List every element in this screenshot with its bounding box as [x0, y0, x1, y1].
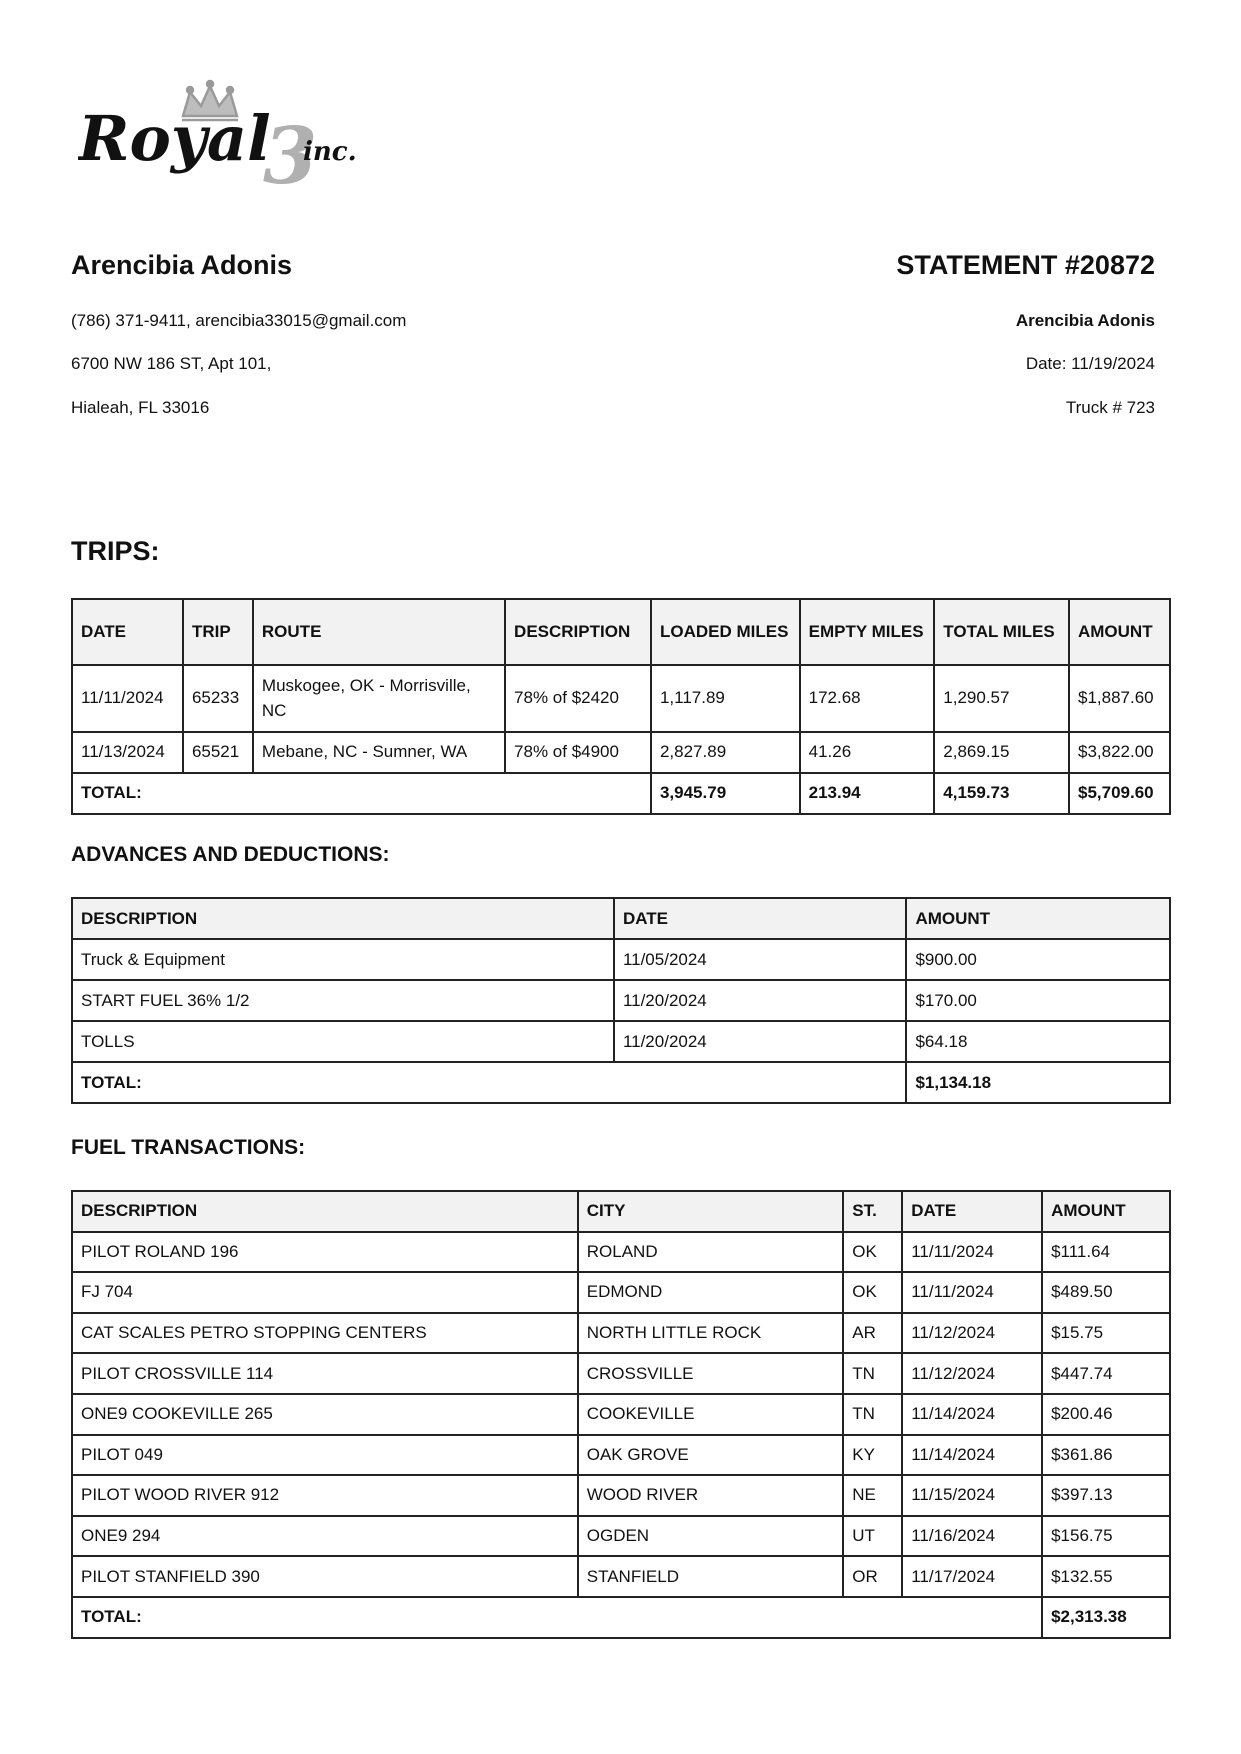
cell-date: 11/05/2024 — [614, 939, 907, 980]
customer-name: Arencibia Adonis — [71, 250, 293, 280]
fuel-table — [71, 1190, 1171, 1639]
cell-description: FJ 704 — [72, 1272, 578, 1313]
trips-title: TRIPS: — [71, 536, 160, 566]
cell-amount: $200.46 — [1042, 1394, 1170, 1435]
cell-amount: $489.50 — [1042, 1272, 1170, 1313]
cell-description: 78% of $4900 — [505, 732, 651, 773]
table-header-row — [72, 1191, 1170, 1232]
cell-date: 11/13/2024 — [72, 732, 183, 773]
cell-state: TN — [843, 1353, 902, 1394]
cell-amount: $170.00 — [906, 980, 1170, 1021]
company-logo — [78, 78, 378, 193]
cell-description: PILOT ROLAND 196 — [72, 1232, 578, 1273]
cell-amount: $111.64 — [1042, 1232, 1170, 1273]
column-header: DESCRIPTION — [72, 1191, 578, 1232]
cell-amount: $132.55 — [1042, 1556, 1170, 1597]
cell-description: 78% of $2420 — [505, 665, 651, 732]
cell-description: Truck & Equipment — [72, 939, 614, 980]
total-row — [72, 773, 1170, 814]
cell-loaded-miles: 2,827.89 — [651, 732, 800, 773]
total-empty-miles: 213.94 — [800, 773, 935, 814]
cell-city: WOOD RIVER — [578, 1475, 844, 1516]
cell-city: ROLAND — [578, 1232, 844, 1273]
column-header: LOADED MILES — [651, 599, 800, 665]
cell-total-miles: 2,869.15 — [934, 732, 1069, 773]
logo-numeral: 3 — [263, 111, 318, 193]
table-row — [72, 1475, 1170, 1516]
cell-date: 11/20/2024 — [614, 980, 907, 1021]
advances-title: ADVANCES AND DEDUCTIONS: — [71, 843, 390, 866]
column-header: CITY — [578, 1191, 844, 1232]
statement-date: Date: 11/19/2024 — [1025, 354, 1155, 373]
cell-description: ONE9 294 — [72, 1516, 578, 1557]
cell-description: START FUEL 36% 1/2 — [72, 980, 614, 1021]
cell-trip: 65521 — [183, 732, 253, 773]
cell-city: OGDEN — [578, 1516, 844, 1557]
cell-total-miles: 1,290.57 — [934, 665, 1069, 732]
column-header: DATE — [72, 599, 183, 665]
total-miles: 4,159.73 — [934, 773, 1069, 814]
cell-description: PILOT CROSSVILLE 114 — [72, 1353, 578, 1394]
cell-amount: $156.75 — [1042, 1516, 1170, 1557]
total-amount: $1,134.18 — [906, 1062, 1170, 1103]
cell-city: NORTH LITTLE ROCK — [578, 1313, 844, 1354]
address-line-2: Hialeah, FL 33016 — [71, 398, 210, 417]
cell-date: 11/16/2024 — [902, 1516, 1042, 1557]
cell-description: PILOT WOOD RIVER 912 — [72, 1475, 578, 1516]
table-row — [72, 1435, 1170, 1476]
cell-date: 11/20/2024 — [614, 1021, 907, 1062]
logo-suffix: inc. — [303, 137, 357, 167]
table-row — [72, 732, 1170, 773]
column-header: DESCRIPTION — [72, 898, 614, 939]
cell-state: KY — [843, 1435, 902, 1476]
cell-amount: $64.18 — [906, 1021, 1170, 1062]
table-row — [72, 939, 1170, 980]
cell-amount: $3,822.00 — [1069, 732, 1170, 773]
cell-state: OK — [843, 1232, 902, 1273]
statement-title: STATEMENT #20872 — [896, 250, 1155, 280]
address-line-1: 6700 NW 186 ST, Apt 101, — [71, 354, 272, 373]
cell-amount: $361.86 — [1042, 1435, 1170, 1476]
cell-state: OR — [843, 1556, 902, 1597]
contact-info: (786) 371-9411, arencibia33015@gmail.com — [71, 311, 407, 330]
total-row — [72, 1597, 1170, 1638]
column-header: AMOUNT — [1069, 599, 1170, 665]
cell-state: NE — [843, 1475, 902, 1516]
column-header: AMOUNT — [1042, 1191, 1170, 1232]
table-row — [72, 1232, 1170, 1273]
table-row — [72, 665, 1170, 732]
cell-date: 11/14/2024 — [902, 1435, 1042, 1476]
cell-date: 11/11/2024 — [902, 1232, 1042, 1273]
table-header-row — [72, 599, 1170, 665]
cell-description: PILOT 049 — [72, 1435, 578, 1476]
cell-state: UT — [843, 1516, 902, 1557]
advances-table — [71, 897, 1171, 1104]
table-row — [72, 1021, 1170, 1062]
table-row — [72, 1313, 1170, 1354]
cell-city: OAK GROVE — [578, 1435, 844, 1476]
table-row — [72, 1556, 1170, 1597]
column-header: AMOUNT — [906, 898, 1170, 939]
cell-empty-miles: 41.26 — [800, 732, 935, 773]
cell-state: TN — [843, 1394, 902, 1435]
cell-amount: $397.13 — [1042, 1475, 1170, 1516]
total-loaded-miles: 3,945.79 — [651, 773, 800, 814]
cell-description: ONE9 COOKEVILLE 265 — [72, 1394, 578, 1435]
cell-date: 11/11/2024 — [902, 1272, 1042, 1313]
statement-name: Arencibia Adonis — [1015, 311, 1155, 330]
cell-city: STANFIELD — [578, 1556, 844, 1597]
cell-city: COOKEVILLE — [578, 1394, 844, 1435]
total-row — [72, 1062, 1170, 1103]
cell-date: 11/12/2024 — [902, 1353, 1042, 1394]
cell-state: AR — [843, 1313, 902, 1354]
total-label: TOTAL: — [72, 773, 651, 814]
table-row — [72, 1516, 1170, 1557]
total-amount: $5,709.60 — [1069, 773, 1170, 814]
column-header: ST. — [843, 1191, 902, 1232]
cell-amount: $900.00 — [906, 939, 1170, 980]
cell-date: 11/12/2024 — [902, 1313, 1042, 1354]
table-header-row — [72, 898, 1170, 939]
cell-route: Mebane, NC - Sumner, WA — [253, 732, 505, 773]
cell-description: TOLLS — [72, 1021, 614, 1062]
cell-state: OK — [843, 1272, 902, 1313]
cell-amount: $1,887.60 — [1069, 665, 1170, 732]
cell-trip: 65233 — [183, 665, 253, 732]
cell-empty-miles: 172.68 — [800, 665, 935, 732]
cell-city: CROSSVILLE — [578, 1353, 844, 1394]
trips-table — [71, 598, 1171, 815]
table-row — [72, 1272, 1170, 1313]
column-header: TRIP — [183, 599, 253, 665]
logo-royal-text: Royal — [78, 102, 271, 175]
cell-date: 11/15/2024 — [902, 1475, 1042, 1516]
royal3-logo-graphic — [78, 78, 378, 193]
total-amount: $2,313.38 — [1042, 1597, 1170, 1638]
cell-loaded-miles: 1,117.89 — [651, 665, 800, 732]
cell-route: Muskogee, OK - Morrisville, NC — [253, 665, 505, 732]
table-row — [72, 1394, 1170, 1435]
cell-date: 11/14/2024 — [902, 1394, 1042, 1435]
cell-date: 11/11/2024 — [72, 665, 183, 732]
column-header: DESCRIPTION — [505, 599, 651, 665]
column-header: EMPTY MILES — [800, 599, 935, 665]
column-header: TOTAL MILES — [934, 599, 1069, 665]
column-header: ROUTE — [253, 599, 505, 665]
column-header: DATE — [614, 898, 907, 939]
table-row — [72, 1353, 1170, 1394]
cell-description: CAT SCALES PETRO STOPPING CENTERS — [72, 1313, 578, 1354]
cell-date: 11/17/2024 — [902, 1556, 1042, 1597]
cell-description: PILOT STANFIELD 390 — [72, 1556, 578, 1597]
cell-city: EDMOND — [578, 1272, 844, 1313]
truck-number: Truck # 723 — [1065, 398, 1155, 417]
fuel-title: FUEL TRANSACTIONS: — [71, 1136, 306, 1159]
cell-amount: $447.74 — [1042, 1353, 1170, 1394]
total-label: TOTAL: — [72, 1062, 906, 1103]
table-row — [72, 980, 1170, 1021]
cell-amount: $15.75 — [1042, 1313, 1170, 1354]
total-label: TOTAL: — [72, 1597, 1042, 1638]
column-header: DATE — [902, 1191, 1042, 1232]
